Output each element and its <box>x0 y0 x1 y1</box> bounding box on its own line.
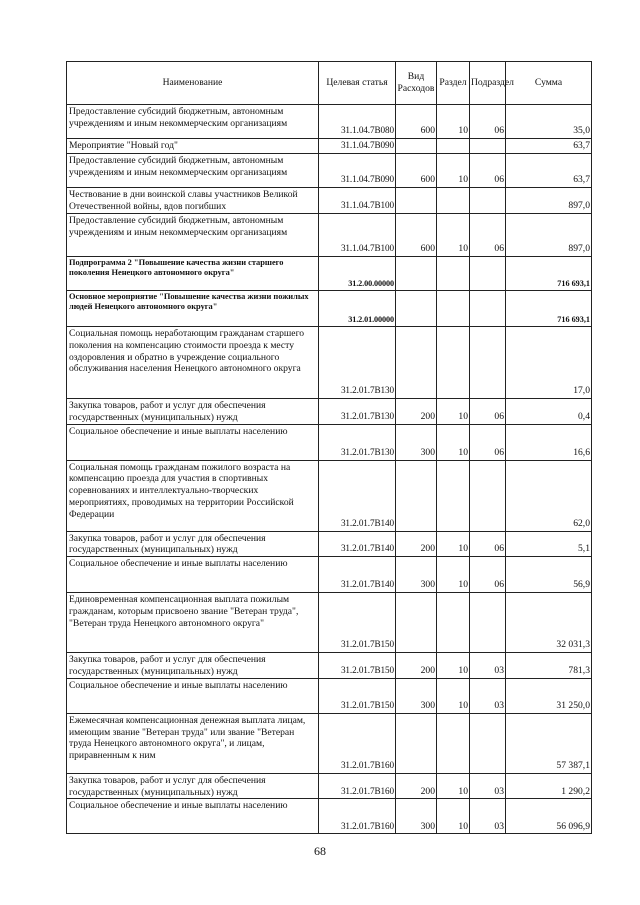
table-row <box>67 653 592 679</box>
header-target: Целевая статья <box>319 62 396 105</box>
table-row <box>67 557 592 593</box>
cell-target-code: 31.2.01.7В130 <box>319 424 396 460</box>
table-row <box>67 188 592 214</box>
cell-kind <box>396 460 437 531</box>
cell-subsection <box>470 257 506 291</box>
cell-name: Закупка товаров, работ и услуг для обеспечения государственных (муниципальных) нужд <box>67 531 319 557</box>
cell-sum: 897,0 <box>506 214 592 257</box>
header-subsection: Подраздел <box>470 62 506 105</box>
cell-kind <box>396 291 437 327</box>
cell-target-code: 31.2.01.7В150 <box>319 653 396 679</box>
table-row <box>67 424 592 460</box>
cell-kind: 200 <box>396 399 437 425</box>
page-number: 68 <box>314 844 326 858</box>
cell-kind: 600 <box>396 105 437 139</box>
cell-name: Закупка товаров, работ и услуг для обеспечения государственных (муниципальных) нужд <box>67 399 319 425</box>
cell-section <box>437 257 470 291</box>
cell-kind: 300 <box>396 678 437 713</box>
cell-name: Ежемесячная компенсационная денежная выплата лицам, имеющим звание "Ветеран труда" или звание "Ветеран труда Ненецкого автономного округа", и лицам, приравненным к ним <box>67 713 319 773</box>
cell-section: 10 <box>437 214 470 257</box>
cell-name: Предоставление субсидий бюджетным, автономным учреждениям и иным некоммерческим организациям <box>67 105 319 139</box>
cell-target-code: 31.1.04.7В100 <box>319 214 396 257</box>
cell-sum: 17,0 <box>506 327 592 399</box>
cell-sum: 63,7 <box>506 154 592 188</box>
cell-subsection <box>470 291 506 327</box>
cell-kind <box>396 593 437 653</box>
cell-kind: 200 <box>396 653 437 679</box>
cell-sum: 31 250,0 <box>506 678 592 713</box>
cell-name: Социальное обеспечение и иные выплаты населению <box>67 557 319 593</box>
cell-section: 10 <box>437 424 470 460</box>
cell-section <box>437 291 470 327</box>
cell-target-code: 31.1.04.7В090 <box>319 154 396 188</box>
table-row <box>67 154 592 188</box>
cell-subsection: 06 <box>470 105 506 139</box>
cell-subsection: 03 <box>470 678 506 713</box>
cell-section: 10 <box>437 799 470 834</box>
cell-name: Социальная помощь гражданам пожилого возраста на компенсацию проезда для участия в спортивных соревнованиях и интеллектуально-творческих мероприятиях, проводимых на территории Российской Федерации <box>67 460 319 531</box>
cell-sum: 35,0 <box>506 105 592 139</box>
cell-section <box>437 593 470 653</box>
cell-sum: 63,7 <box>506 139 592 154</box>
cell-name: Предоставление субсидий бюджетным, автономным учреждениям и иным некоммерческим организациям <box>67 214 319 257</box>
cell-sum: 56 096,9 <box>506 799 592 834</box>
cell-subsection: 06 <box>470 424 506 460</box>
cell-name: Основное мероприятие "Повышение качества жизни пожилых людей Ненецкого автономного округа" <box>67 291 319 327</box>
cell-sum: 56,9 <box>506 557 592 593</box>
cell-kind: 600 <box>396 214 437 257</box>
budget-table <box>66 61 592 834</box>
cell-kind: 300 <box>396 424 437 460</box>
cell-subsection: 03 <box>470 653 506 679</box>
cell-target-code: 31.2.01.7В140 <box>319 460 396 531</box>
cell-name: Социальное обеспечение и иные выплаты населению <box>67 424 319 460</box>
table-row <box>67 593 592 653</box>
cell-name: Единовременная компенсационная выплата пожилым гражданам, которым присвоено звание "Ветеран труда", "Ветеран труда Ненецкого автономного округа" <box>67 593 319 653</box>
cell-subsection: 03 <box>470 799 506 834</box>
cell-section: 10 <box>437 531 470 557</box>
cell-target-code: 31.2.00.00000 <box>319 257 396 291</box>
table-header-row <box>67 62 592 105</box>
cell-target-code: 31.2.01.00000 <box>319 291 396 327</box>
cell-subsection <box>470 593 506 653</box>
cell-name: Предоставление субсидий бюджетным, автономным учреждениям и иным некоммерческим организациям <box>67 154 319 188</box>
cell-target-code: 31.2.01.7В130 <box>319 327 396 399</box>
cell-subsection <box>470 188 506 214</box>
cell-section <box>437 460 470 531</box>
cell-sum: 0,4 <box>506 399 592 425</box>
cell-target-code: 31.2.01.7В160 <box>319 713 396 773</box>
cell-kind: 600 <box>396 154 437 188</box>
cell-section: 10 <box>437 154 470 188</box>
cell-section: 10 <box>437 678 470 713</box>
cell-name: Социальная помощь неработающим гражданам старшего поколения на компенсацию стоимости проезда к месту оздоровления и обратно в учреждение социального обслуживания населения Ненецкого автономного округа <box>67 327 319 399</box>
cell-target-code: 31.2.01.7В150 <box>319 593 396 653</box>
cell-section: 10 <box>437 557 470 593</box>
cell-target-code: 31.1.04.7В080 <box>319 105 396 139</box>
cell-section: 10 <box>437 399 470 425</box>
cell-sum: 16,6 <box>506 424 592 460</box>
cell-section <box>437 327 470 399</box>
cell-name: Социальное обеспечение и иные выплаты населению <box>67 799 319 834</box>
cell-kind <box>396 327 437 399</box>
cell-subsection: 06 <box>470 214 506 257</box>
table-row <box>67 105 592 139</box>
cell-sum: 32 031,3 <box>506 593 592 653</box>
cell-section <box>437 188 470 214</box>
cell-target-code: 31.2.01.7В140 <box>319 557 396 593</box>
cell-name: Мероприятие "Новый год" <box>67 139 319 154</box>
table-row <box>67 257 592 291</box>
cell-sum: 1 290,2 <box>506 773 592 799</box>
table-row <box>67 531 592 557</box>
cell-subsection <box>470 139 506 154</box>
cell-name: Закупка товаров, работ и услуг для обеспечения государственных (муниципальных) нужд <box>67 773 319 799</box>
table-row <box>67 214 592 257</box>
cell-sum: 5,1 <box>506 531 592 557</box>
cell-name: Подпрограмма 2 "Повышение качества жизни старшего поколения Ненецкого автономного округа" <box>67 257 319 291</box>
cell-kind: 200 <box>396 531 437 557</box>
header-sum: Сумма <box>506 62 592 105</box>
header-section: Раздел <box>437 62 470 105</box>
cell-section <box>437 713 470 773</box>
cell-kind <box>396 188 437 214</box>
table-row <box>67 678 592 713</box>
cell-sum: 897,0 <box>506 188 592 214</box>
table-row <box>67 139 592 154</box>
cell-name: Социальное обеспечение и иные выплаты населению <box>67 678 319 713</box>
table-row <box>67 713 592 773</box>
cell-kind: 300 <box>396 799 437 834</box>
cell-subsection <box>470 460 506 531</box>
cell-subsection: 06 <box>470 531 506 557</box>
cell-subsection <box>470 327 506 399</box>
cell-kind <box>396 713 437 773</box>
table-row <box>67 460 592 531</box>
cell-section <box>437 139 470 154</box>
cell-sum: 62,0 <box>506 460 592 531</box>
cell-target-code: 31.2.01.7В160 <box>319 773 396 799</box>
cell-target-code: 31.2.01.7В160 <box>319 799 396 834</box>
cell-target-code: 31.2.01.7В140 <box>319 531 396 557</box>
cell-sum: 716 693,1 <box>506 257 592 291</box>
cell-kind <box>396 257 437 291</box>
cell-section: 10 <box>437 773 470 799</box>
table-body <box>67 105 592 834</box>
table-row <box>67 799 592 834</box>
table-row <box>67 291 592 327</box>
cell-section: 10 <box>437 653 470 679</box>
cell-sum: 57 387,1 <box>506 713 592 773</box>
cell-kind: 300 <box>396 557 437 593</box>
cell-target-code: 31.1.04.7В100 <box>319 188 396 214</box>
cell-subsection: 06 <box>470 557 506 593</box>
table-row <box>67 327 592 399</box>
header-kind: Вид Расходов <box>396 62 437 105</box>
cell-target-code: 31.2.01.7В130 <box>319 399 396 425</box>
cell-name: Закупка товаров, работ и услуг для обеспечения государственных (муниципальных) нужд <box>67 653 319 679</box>
table-row <box>67 773 592 799</box>
cell-kind: 200 <box>396 773 437 799</box>
cell-subsection: 06 <box>470 399 506 425</box>
header-name: Наименование <box>67 62 319 105</box>
cell-kind <box>396 139 437 154</box>
table-row <box>67 399 592 425</box>
cell-name: Чествование в дни воинской славы участников Великой Отечественной войны, вдов погибших <box>67 188 319 214</box>
cell-target-code: 31.2.01.7В150 <box>319 678 396 713</box>
cell-subsection <box>470 713 506 773</box>
cell-sum: 716 693,1 <box>506 291 592 327</box>
cell-subsection: 06 <box>470 154 506 188</box>
cell-sum: 781,3 <box>506 653 592 679</box>
cell-subsection: 03 <box>470 773 506 799</box>
cell-section: 10 <box>437 105 470 139</box>
cell-target-code: 31.1.04.7В090 <box>319 139 396 154</box>
